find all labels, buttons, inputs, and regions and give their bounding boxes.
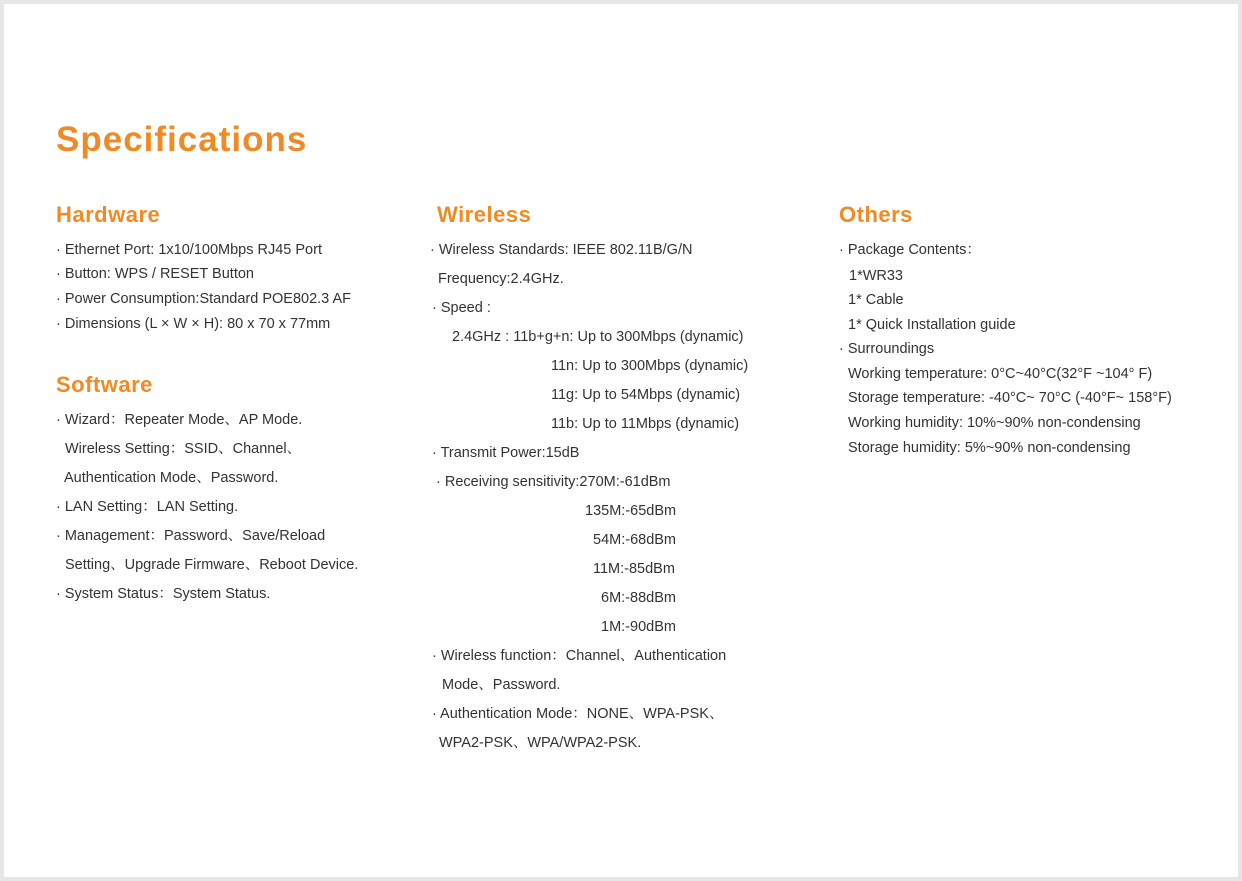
hardware-line: · Ethernet Port: 1x10/100Mbps RJ45 Port [56, 242, 322, 258]
software-line: Authentication Mode、Password. [64, 470, 279, 486]
others-line: Storage temperature: -40°C~ 70°C (-40°F~ 158°F) [848, 390, 1172, 406]
wireless-line: 6M:-88dBm [601, 590, 676, 606]
wireless-line: 54M:-68dBm [593, 532, 677, 548]
wireless-line: 11g: Up to 54Mbps (dynamic) [551, 387, 741, 403]
others-line: Working temperature: 0°C~40°C(32°F ~104° F) [848, 366, 1153, 382]
wireless-line: 11n: Up to 300Mbps (dynamic) [551, 358, 749, 374]
others-heading: Others [839, 202, 913, 227]
hardware-line: · Power Consumption:Standard POE802.3 AF [56, 291, 351, 307]
software-line: Wireless Setting：SSID、Channel、 [65, 441, 302, 457]
wireless-line: · Authentication Mode：NONE、WPA-PSK、 [432, 706, 724, 722]
wireless-line: Mode、Password. [442, 677, 561, 693]
others-line: 1* Quick Installation guide [848, 317, 1016, 333]
software-line: · Wizard：Repeater Mode、AP Mode. [56, 412, 303, 428]
wireless-line: 11M:-85dBm [593, 561, 675, 577]
software-line: · System Status：System Status. [56, 586, 271, 602]
wireless-line: 135M:-65dBm [585, 503, 677, 519]
hardware-heading: Hardware [56, 202, 161, 227]
wireless-line: 2.4GHz : 11b+g+n: Up to 300Mbps (dynamic) [452, 329, 744, 345]
wireless-line: Frequency:2.4GHz. [438, 271, 564, 287]
wireless-line: · Receiving sensitivity:270M:-61dBm [436, 474, 671, 490]
others-line: 1*WR33 [849, 268, 903, 284]
software-heading: Software [56, 372, 153, 397]
spec-page [4, 4, 1238, 877]
wireless-line: · Wireless function：Channel、Authentication [432, 648, 727, 664]
wireless-line: WPA2-PSK、WPA/WPA2-PSK. [439, 735, 642, 751]
wireless-line: · Wireless Standards: IEEE 802.11B/G/N [430, 242, 693, 258]
others-line: 1* Cable [848, 292, 904, 308]
hardware-line: · Button: WPS / RESET Button [56, 266, 254, 282]
wireless-line: · Speed : [432, 300, 491, 316]
software-line: · LAN Setting：LAN Setting. [56, 499, 239, 515]
others-line: Working humidity: 10%~90% non-condensing [848, 415, 1141, 431]
wireless-line: · Transmit Power:15dB [432, 445, 580, 461]
wireless-line: 1M:-90dBm [601, 619, 676, 635]
software-line: Setting、Upgrade Firmware、Reboot Device. [65, 557, 359, 573]
wireless-line: 11b: Up to 11Mbps (dynamic) [551, 416, 740, 432]
others-line: · Package Contents： [839, 242, 981, 258]
hardware-line: · Dimensions (L × W × H): 80 x 70 x 77mm [56, 316, 331, 332]
software-line: · Management：Password、Save/Reload [56, 528, 326, 544]
page-title: Specifications [56, 120, 308, 159]
others-line: · Surroundings [839, 341, 935, 357]
wireless-heading: Wireless [437, 202, 532, 227]
others-line: Storage humidity: 5%~90% non-condensing [848, 440, 1131, 456]
